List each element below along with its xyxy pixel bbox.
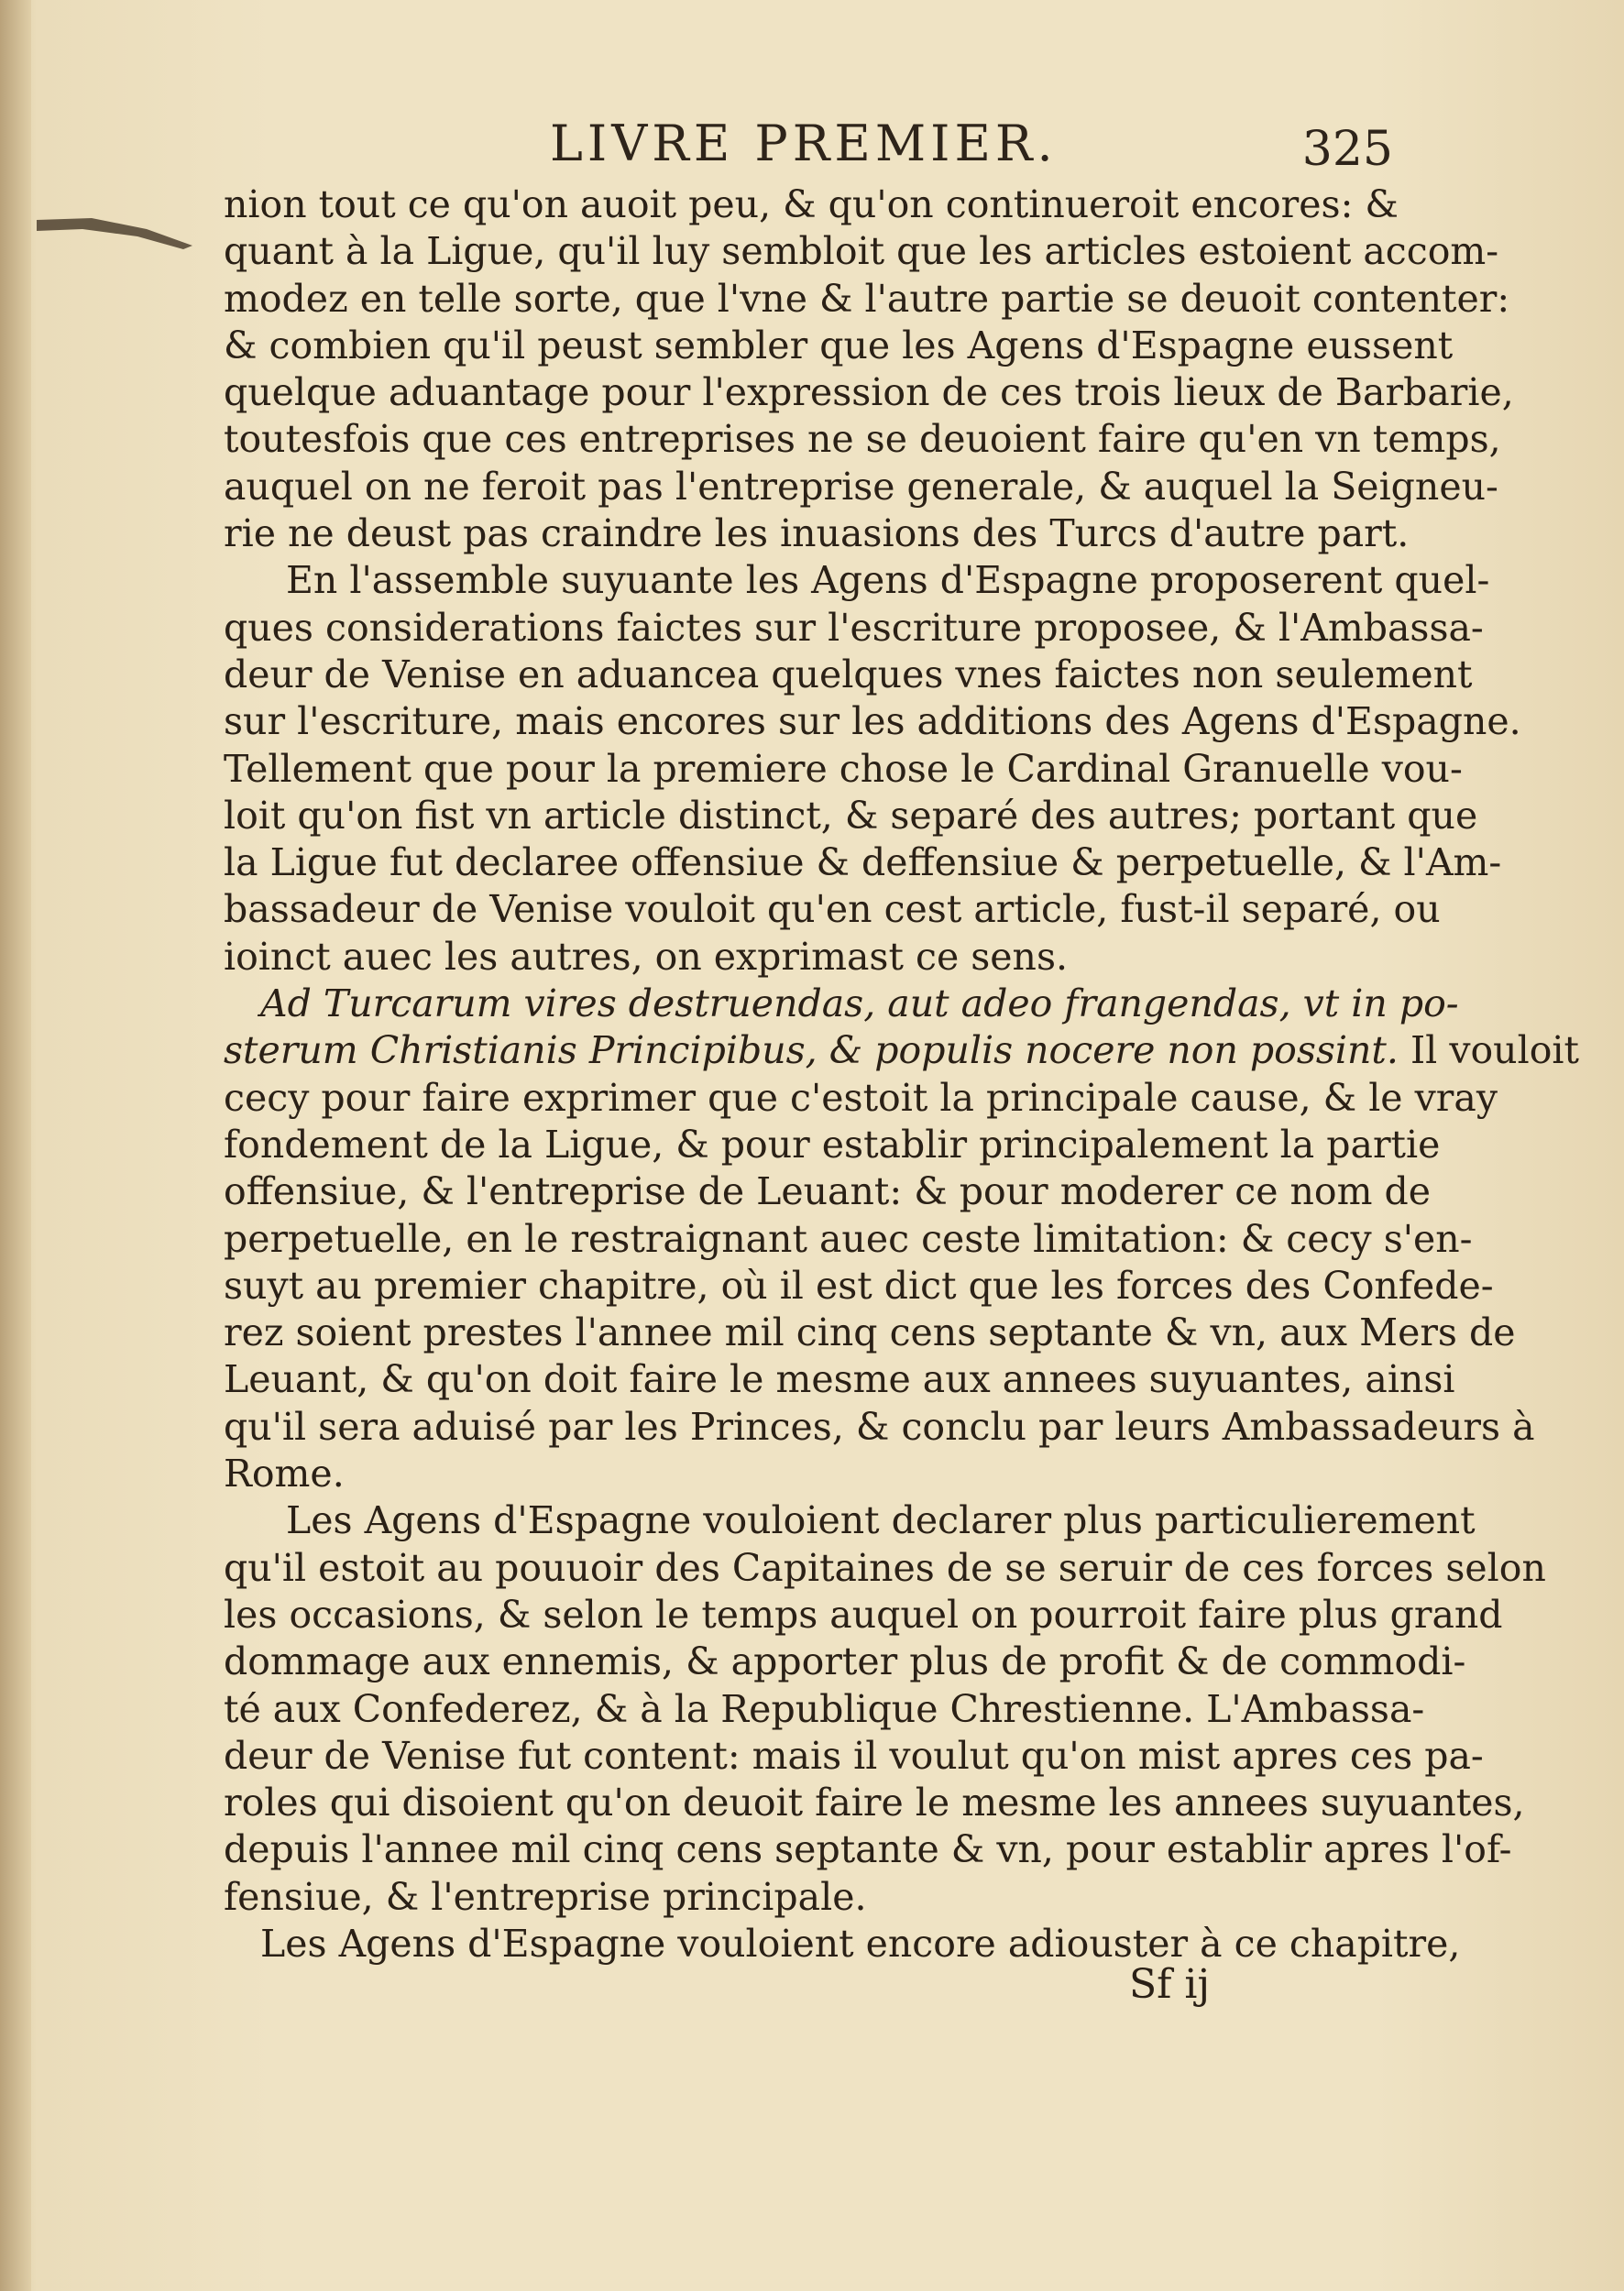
latin-quote-line-with-tail bbox=[224, 1027, 1579, 1074]
page-number: 325 bbox=[1301, 122, 1393, 177]
text-line: depuis l'annee mil cinq cens septante & vn, pour establir apres l'of- bbox=[224, 1827, 1512, 1872]
text-line: les occasions, & selon le temps auquel on pourroit faire plus grand bbox=[224, 1592, 1503, 1637]
paragraph-start-line: Les Agens d'Espagne vouloient declarer plus particulierement bbox=[286, 1498, 1476, 1543]
latin-quote-text: sterum Christianis Principibus, & populis nocere non possint. bbox=[224, 1028, 1399, 1073]
text-line: fondement de la Ligue, & pour establir principalement la partie bbox=[224, 1122, 1441, 1167]
text-line: quelque aduantage pour l'expression de ces trois lieux de Barbarie, bbox=[224, 370, 1514, 415]
text-line: ques considerations faictes sur l'escriture proposee, & l'Ambassa- bbox=[224, 605, 1484, 650]
text-line: fensiue, & l'entreprise principale. bbox=[224, 1874, 867, 1919]
text-line: toutesfois que ces entreprises ne se deuoient faire qu'en vn temps, bbox=[224, 417, 1501, 462]
text-line: Leuant, & qu'on doit faire le mesme aux annees suyuantes, ainsi bbox=[224, 1357, 1455, 1402]
text-line: nion tout ce qu'on auoit peu, & qu'on continueroit encores: & bbox=[224, 182, 1399, 226]
text-line: qu'il estoit au pouuoir des Capitaines de se seruir de ces forces selon bbox=[224, 1545, 1546, 1590]
page-header bbox=[532, 115, 1393, 179]
running-title: LIVRE PREMIER. bbox=[550, 115, 1058, 172]
text-line: modez en telle sorte, que l'vne & l'autre partie se deuoit contenter: bbox=[224, 276, 1510, 321]
text-line: & combien qu'il peust sembler que les Agens d'Espagne eussent bbox=[224, 323, 1454, 367]
text-line: deur de Venise en aduancea quelques vnes faictes non seulement bbox=[224, 652, 1473, 696]
text-line: bassadeur de Venise vouloit qu'en cest article, fust-il separé, ou bbox=[224, 887, 1441, 932]
text-line: ioinct auec les autres, on exprimast ce sens. bbox=[224, 934, 1069, 979]
text-line: qu'il sera aduisé par les Princes, & conclu par leurs Ambassadeurs à bbox=[224, 1404, 1535, 1449]
text-line-tail: Il vouloit bbox=[1410, 1028, 1579, 1073]
text-line: deur de Venise fut content: mais il voulut qu'on mist apres ces pa- bbox=[224, 1733, 1484, 1778]
page-binding-edge bbox=[0, 0, 31, 2291]
text-line: roles qui disoient qu'on deuoit faire le mesme les annees suyuantes, bbox=[224, 1781, 1525, 1825]
text-line: offensiue, & l'entreprise de Leuant: & pour moderer ce nom de bbox=[224, 1169, 1432, 1214]
text-line: Rome. bbox=[224, 1452, 345, 1496]
body-text bbox=[224, 181, 1579, 1968]
text-line: perpetuelle, en le restraignant auec ceste limitation: & cecy s'en- bbox=[224, 1216, 1473, 1261]
text-line: la Ligue fut declaree offensiue & deffensiue & perpetuelle, & l'Am- bbox=[224, 840, 1502, 885]
paragraph-start-line: Les Agens d'Espagne vouloient encore adiouster à ce chapitre, bbox=[260, 1921, 1461, 1966]
latin-quote-line: Ad Turcarum vires destruendas, aut adeo frangendas, vt in po- bbox=[260, 981, 1459, 1026]
text-line: té aux Confederez, & à la Republique Chrestienne. L'Ambassa- bbox=[224, 1686, 1425, 1731]
text-line: rie ne deust pas craindre les inuasions des Turcs d'autre part. bbox=[224, 511, 1410, 556]
text-line: dommage aux ennemis, & apporter plus de profit & de commodi- bbox=[224, 1639, 1466, 1684]
text-line: quant à la Ligue, qu'il luy sembloit que les articles estoient accom- bbox=[224, 229, 1499, 274]
signature-mark: Sf ij bbox=[1129, 1961, 1211, 2008]
text-line: Tellement que pour la premiere chose le Cardinal Granuelle vou- bbox=[224, 746, 1463, 791]
ink-stain-mark bbox=[37, 202, 211, 257]
text-line: rez soient prestes l'annee mil cinq cens septante & vn, aux Mers de bbox=[224, 1310, 1516, 1355]
text-line: cecy pour faire exprimer que c'estoit la principale cause, & le vray bbox=[224, 1075, 1498, 1120]
text-line: auquel on ne feroit pas l'entreprise generale, & auquel la Seigneu- bbox=[224, 464, 1498, 509]
paragraph-start-line: En l'assemble suyuante les Agens d'Espagne proposerent quel- bbox=[286, 558, 1490, 603]
text-line: loit qu'on fist vn article distinct, & separé des autres; portant que bbox=[224, 793, 1478, 838]
text-line: sur l'escriture, mais encores sur les additions des Agens d'Espagne. bbox=[224, 699, 1521, 744]
text-line: suyt au premier chapitre, où il est dict que les forces des Confede- bbox=[224, 1263, 1494, 1308]
